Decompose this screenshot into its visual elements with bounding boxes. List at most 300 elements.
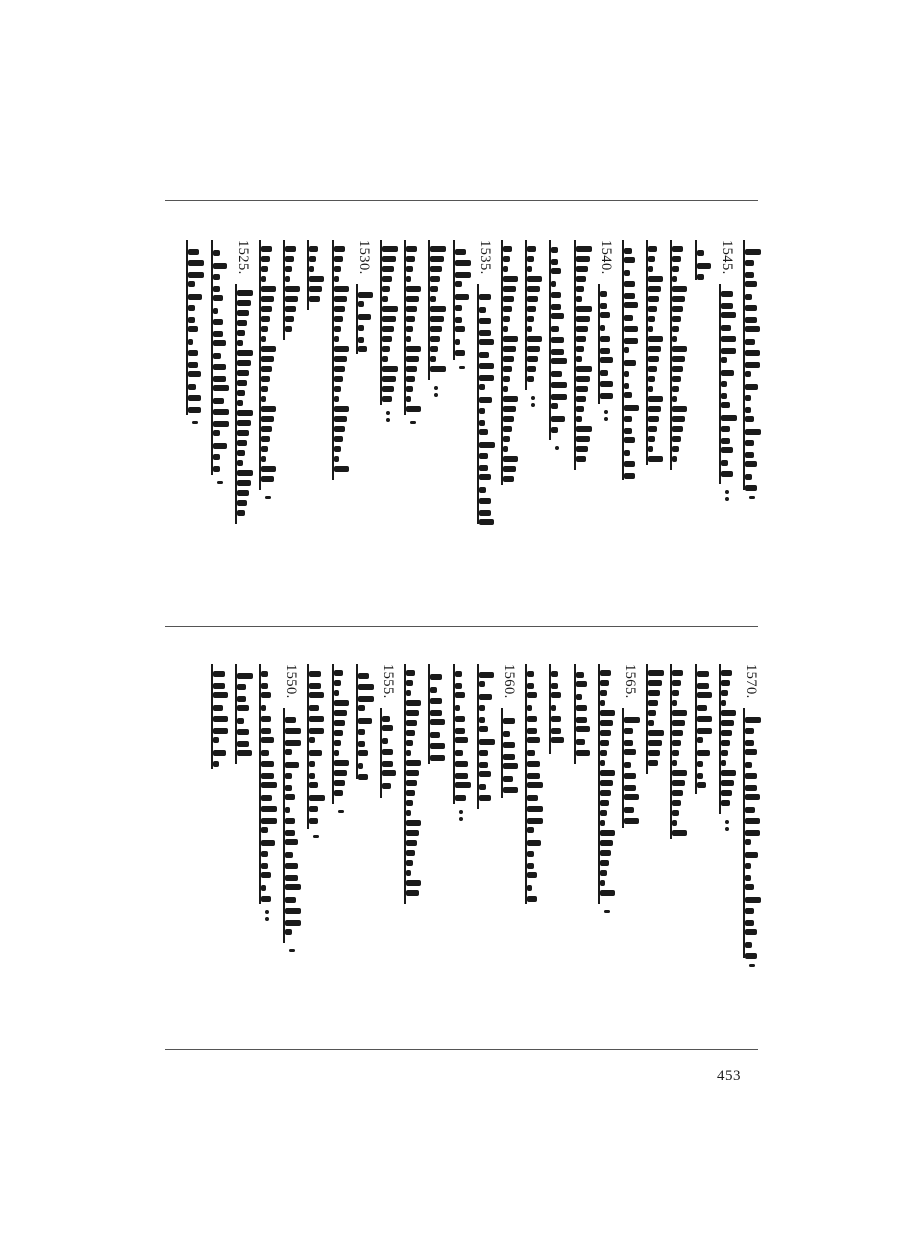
script-glyph [479, 474, 491, 480]
verse-line [403, 240, 425, 610]
script-glyph [237, 350, 253, 356]
script-glyph [503, 376, 510, 382]
script-glyph [721, 303, 733, 309]
script-glyph [479, 739, 495, 745]
script-glyph [285, 830, 295, 836]
mongolian-script-line [477, 284, 499, 524]
script-glyph [188, 350, 198, 356]
script-glyph [455, 350, 465, 356]
mongolian-script-line [477, 664, 499, 809]
script-glyph [721, 720, 734, 726]
script-glyph [285, 773, 292, 779]
script-glyph [261, 728, 271, 734]
line-number: 1535. [476, 240, 493, 275]
script-glyph [527, 296, 538, 302]
script-glyph [188, 395, 201, 401]
mongolian-script-line [453, 240, 475, 360]
script-glyph [600, 870, 607, 876]
script-glyph [261, 356, 274, 362]
script-glyph [697, 728, 712, 734]
mongolian-script-line [622, 240, 644, 480]
script-glyph [285, 897, 296, 903]
script-glyph [551, 304, 561, 310]
script-glyph [261, 476, 274, 482]
script-glyph [721, 291, 733, 297]
script-glyph [358, 705, 365, 711]
script-glyph [382, 770, 396, 776]
line-number: 1565. [622, 664, 638, 699]
script-glyph [503, 256, 510, 262]
script-glyph [745, 908, 754, 914]
script-glyph [479, 307, 486, 313]
script-glyph [551, 358, 567, 364]
script-glyph [285, 728, 301, 734]
script-glyph [600, 370, 608, 376]
script-glyph [527, 795, 538, 801]
verse-line [694, 240, 716, 610]
script-glyph [479, 429, 488, 435]
script-glyph [261, 436, 270, 442]
script-glyph [551, 281, 556, 287]
script-glyph [503, 436, 510, 442]
script-glyph [697, 773, 703, 779]
script-glyph [261, 750, 269, 756]
script-glyph [309, 728, 324, 734]
script-glyph [213, 340, 226, 346]
verse-line [185, 240, 207, 610]
script-glyph [406, 336, 411, 342]
script-glyph [697, 716, 712, 722]
script-glyph [334, 286, 349, 292]
script-glyph [213, 398, 224, 404]
script-glyph [672, 246, 683, 252]
script-glyph [672, 416, 685, 422]
script-glyph [285, 875, 298, 881]
verse-line [258, 664, 280, 1034]
script-glyph [261, 683, 268, 689]
script-glyph [624, 248, 632, 254]
script-glyph [309, 806, 318, 812]
script-glyph [745, 762, 752, 768]
script-glyph [551, 313, 564, 319]
script-glyph [672, 406, 687, 412]
script-glyph [624, 785, 636, 791]
script-glyph [503, 426, 512, 432]
verse-line [524, 240, 546, 610]
script-glyph [382, 396, 392, 402]
mongolian-script-line [283, 240, 305, 340]
script-glyph [334, 670, 343, 676]
script-glyph [455, 750, 463, 756]
script-glyph [721, 336, 736, 342]
script-glyph [600, 700, 605, 706]
script-glyph [213, 421, 229, 427]
script-glyph [334, 356, 347, 362]
script-glyph [455, 281, 462, 287]
script-glyph [576, 376, 590, 382]
mongolian-script-line [332, 240, 354, 480]
script-glyph [455, 249, 466, 255]
script-glyph [624, 371, 629, 377]
script-glyph [576, 694, 582, 700]
script-glyph [600, 820, 605, 826]
script-glyph [745, 818, 760, 824]
script-glyph [334, 296, 347, 302]
script-glyph [479, 352, 489, 358]
verse-line [210, 240, 232, 610]
script-glyph [358, 718, 372, 724]
script-glyph [237, 370, 249, 376]
script-glyph [721, 357, 727, 363]
script-glyph [648, 356, 659, 362]
script-glyph [721, 381, 727, 387]
script-glyph [237, 741, 249, 747]
script-glyph [648, 456, 663, 462]
script-glyph [406, 840, 417, 846]
script-glyph [334, 436, 343, 442]
script-glyph [600, 720, 613, 726]
script-glyph [600, 760, 605, 766]
script-glyph [430, 326, 442, 332]
script-glyph [624, 473, 635, 479]
script-glyph [188, 272, 204, 278]
script-glyph [430, 276, 440, 282]
mongolian-script-line [574, 240, 596, 470]
script-glyph [285, 839, 298, 845]
script-glyph [648, 376, 655, 382]
script-glyph [334, 266, 341, 272]
script-glyph [261, 896, 271, 902]
script-glyph [551, 692, 561, 698]
script-glyph [648, 366, 657, 372]
script-glyph [624, 416, 632, 422]
script-glyph [261, 863, 268, 869]
script-glyph [745, 281, 757, 287]
script-glyph [503, 787, 518, 793]
script-glyph [503, 731, 510, 737]
script-glyph [479, 510, 491, 516]
script-glyph [358, 325, 364, 331]
script-glyph [261, 406, 276, 412]
mongolian-script-line [501, 708, 523, 798]
script-glyph [188, 362, 198, 368]
script-glyph [503, 386, 508, 392]
script-glyph [213, 250, 220, 256]
verse-line [742, 664, 764, 1034]
script-glyph [261, 246, 272, 252]
script-glyph [406, 246, 417, 252]
script-glyph [188, 305, 195, 311]
script-glyph [406, 770, 419, 776]
script-glyph [213, 409, 229, 415]
script-glyph [527, 356, 538, 362]
script-glyph [648, 306, 657, 312]
verse-line [355, 240, 377, 610]
script-glyph [648, 316, 655, 322]
script-glyph [334, 456, 339, 462]
script-glyph [503, 476, 514, 482]
script-glyph [188, 294, 202, 300]
script-glyph [527, 737, 540, 743]
script-glyph [358, 741, 365, 747]
script-glyph [648, 760, 658, 766]
script-glyph [624, 818, 639, 824]
script-glyph [600, 670, 611, 676]
script-glyph [188, 326, 198, 332]
script-glyph [624, 302, 638, 308]
script-glyph [261, 416, 274, 422]
verse-line [500, 240, 522, 610]
verse-line [355, 664, 377, 1034]
script-glyph [334, 276, 339, 282]
script-glyph [261, 346, 276, 352]
script-glyph [479, 771, 491, 777]
script-glyph [455, 339, 460, 345]
line-number: 1545. [718, 240, 735, 275]
script-glyph [309, 692, 324, 698]
script-glyph [406, 690, 411, 696]
script-glyph [285, 749, 292, 755]
script-glyph [455, 795, 466, 801]
script-glyph [430, 674, 442, 680]
script-glyph [285, 296, 298, 302]
verse-line [210, 664, 232, 1034]
script-glyph [576, 286, 584, 292]
script-glyph [309, 671, 321, 677]
line-number: 1560. [501, 664, 517, 699]
script-glyph [745, 249, 761, 255]
script-glyph [672, 296, 685, 302]
script-glyph [697, 250, 704, 256]
script-glyph [285, 266, 292, 272]
middle-rule [165, 626, 758, 627]
script-glyph [648, 416, 659, 422]
script-glyph [430, 743, 445, 749]
script-glyph [261, 446, 268, 452]
verse-line [718, 240, 740, 610]
script-glyph [430, 286, 438, 292]
script-glyph [430, 316, 444, 322]
script-glyph [406, 256, 415, 262]
script-glyph [721, 770, 736, 776]
script-glyph [697, 737, 703, 743]
script-glyph [213, 716, 228, 722]
script-glyph [479, 726, 488, 732]
script-glyph [745, 884, 754, 890]
script-glyph [479, 487, 486, 493]
script-glyph [600, 860, 609, 866]
script-glyph [527, 692, 537, 698]
script-glyph [285, 762, 299, 768]
verse-line [621, 240, 643, 610]
script-glyph [430, 256, 444, 262]
script-glyph [261, 256, 270, 262]
script-glyph [382, 296, 388, 302]
script-glyph [697, 761, 703, 767]
script-glyph [309, 286, 322, 292]
script-glyph [551, 683, 558, 689]
script-glyph [551, 259, 558, 265]
script-glyph [527, 761, 540, 767]
script-glyph [624, 728, 633, 734]
script-glyph [237, 470, 253, 476]
script-glyph [672, 810, 679, 816]
script-glyph [576, 416, 582, 422]
verse-line [403, 664, 425, 1034]
script-glyph [237, 340, 243, 346]
script-glyph [624, 807, 634, 813]
mongolian-script-line [525, 664, 547, 904]
script-glyph [648, 730, 664, 736]
script-glyph [576, 726, 590, 732]
script-glyph [745, 416, 754, 422]
mongolian-script-line [646, 240, 668, 465]
script-glyph [624, 717, 640, 723]
script-glyph [261, 782, 277, 788]
script-glyph [503, 326, 508, 332]
script-glyph [745, 440, 754, 446]
script-glyph [600, 710, 615, 716]
script-glyph [551, 292, 561, 298]
script-glyph [406, 780, 417, 786]
script-glyph [406, 356, 419, 362]
verse-line [282, 664, 304, 1034]
script-glyph [672, 820, 677, 826]
script-glyph [213, 761, 219, 767]
verse-line [645, 240, 667, 610]
script-glyph [745, 350, 760, 356]
page-number: 453 [717, 1068, 741, 1084]
script-glyph [672, 346, 687, 352]
script-glyph [455, 272, 471, 278]
mongolian-script-line [259, 664, 281, 904]
script-glyph [334, 710, 347, 716]
script-glyph [672, 830, 687, 836]
script-glyph [334, 306, 345, 312]
line-number: 1530. [355, 240, 372, 275]
script-glyph [503, 336, 518, 342]
script-glyph [576, 326, 588, 332]
script-glyph [745, 395, 751, 401]
script-glyph [648, 296, 659, 302]
script-glyph [261, 296, 274, 302]
script-glyph [745, 362, 760, 368]
script-glyph [285, 785, 292, 791]
script-glyph [745, 863, 751, 869]
script-glyph [527, 851, 534, 857]
script-glyph [721, 460, 728, 466]
script-glyph [745, 305, 757, 311]
script-glyph [237, 420, 251, 426]
script-glyph [576, 672, 584, 678]
script-glyph [334, 446, 341, 452]
script-glyph [285, 852, 293, 858]
mongolian-script-line [186, 240, 208, 415]
script-glyph [576, 276, 586, 282]
script-glyph [334, 750, 339, 756]
script-glyph [334, 790, 343, 796]
script-glyph [551, 349, 564, 355]
script-glyph [600, 303, 607, 309]
line-number: 1570. [743, 664, 759, 699]
script-glyph [213, 671, 225, 677]
mongolian-script-line [743, 708, 765, 958]
verse-line [645, 664, 667, 1034]
script-glyph [261, 761, 274, 767]
script-glyph [237, 684, 246, 690]
script-glyph [261, 376, 270, 382]
script-glyph [745, 339, 755, 345]
script-glyph [503, 446, 508, 452]
script-glyph [672, 680, 681, 686]
script-glyph [745, 429, 761, 435]
script-glyph [334, 780, 345, 786]
script-glyph [745, 929, 757, 935]
script-glyph [309, 818, 318, 824]
script-glyph [213, 295, 223, 301]
script-glyph [382, 266, 394, 272]
script-glyph [479, 694, 492, 700]
script-glyph [527, 266, 532, 272]
script-glyph [624, 405, 639, 411]
script-glyph [382, 725, 393, 731]
script-glyph [576, 456, 586, 462]
script-glyph [721, 760, 726, 766]
script-glyph [551, 416, 565, 422]
script-glyph [527, 705, 532, 711]
script-glyph [672, 436, 681, 442]
script-glyph [358, 763, 363, 769]
script-glyph [648, 396, 663, 402]
script-glyph [334, 426, 345, 432]
mongolian-script-line [428, 240, 450, 380]
script-glyph [382, 738, 388, 744]
script-glyph [455, 260, 471, 266]
script-glyph [261, 386, 268, 392]
mongolian-script-line [670, 240, 692, 470]
script-glyph [672, 770, 687, 776]
script-glyph [503, 366, 512, 372]
script-glyph [406, 730, 415, 736]
script-glyph [479, 318, 491, 324]
script-glyph [358, 314, 371, 320]
script-glyph [455, 782, 471, 788]
script-glyph [576, 396, 586, 402]
script-glyph [503, 286, 516, 292]
script-glyph [358, 774, 368, 780]
script-glyph [527, 773, 540, 779]
script-glyph [261, 885, 266, 891]
script-glyph [334, 246, 345, 252]
script-glyph [576, 346, 584, 352]
verse-line [234, 664, 256, 1034]
script-glyph [479, 330, 491, 336]
script-glyph [309, 761, 315, 767]
script-glyph [406, 680, 413, 686]
script-glyph [406, 266, 413, 272]
script-glyph [406, 326, 413, 332]
script-glyph [406, 376, 415, 382]
verse-line [718, 664, 740, 1034]
script-glyph [672, 256, 681, 262]
script-glyph [309, 266, 314, 272]
script-glyph [527, 246, 536, 252]
script-glyph [624, 360, 636, 366]
mongolian-script-line [525, 240, 547, 390]
script-glyph [697, 263, 711, 269]
script-glyph [551, 394, 567, 400]
script-glyph [648, 276, 663, 282]
